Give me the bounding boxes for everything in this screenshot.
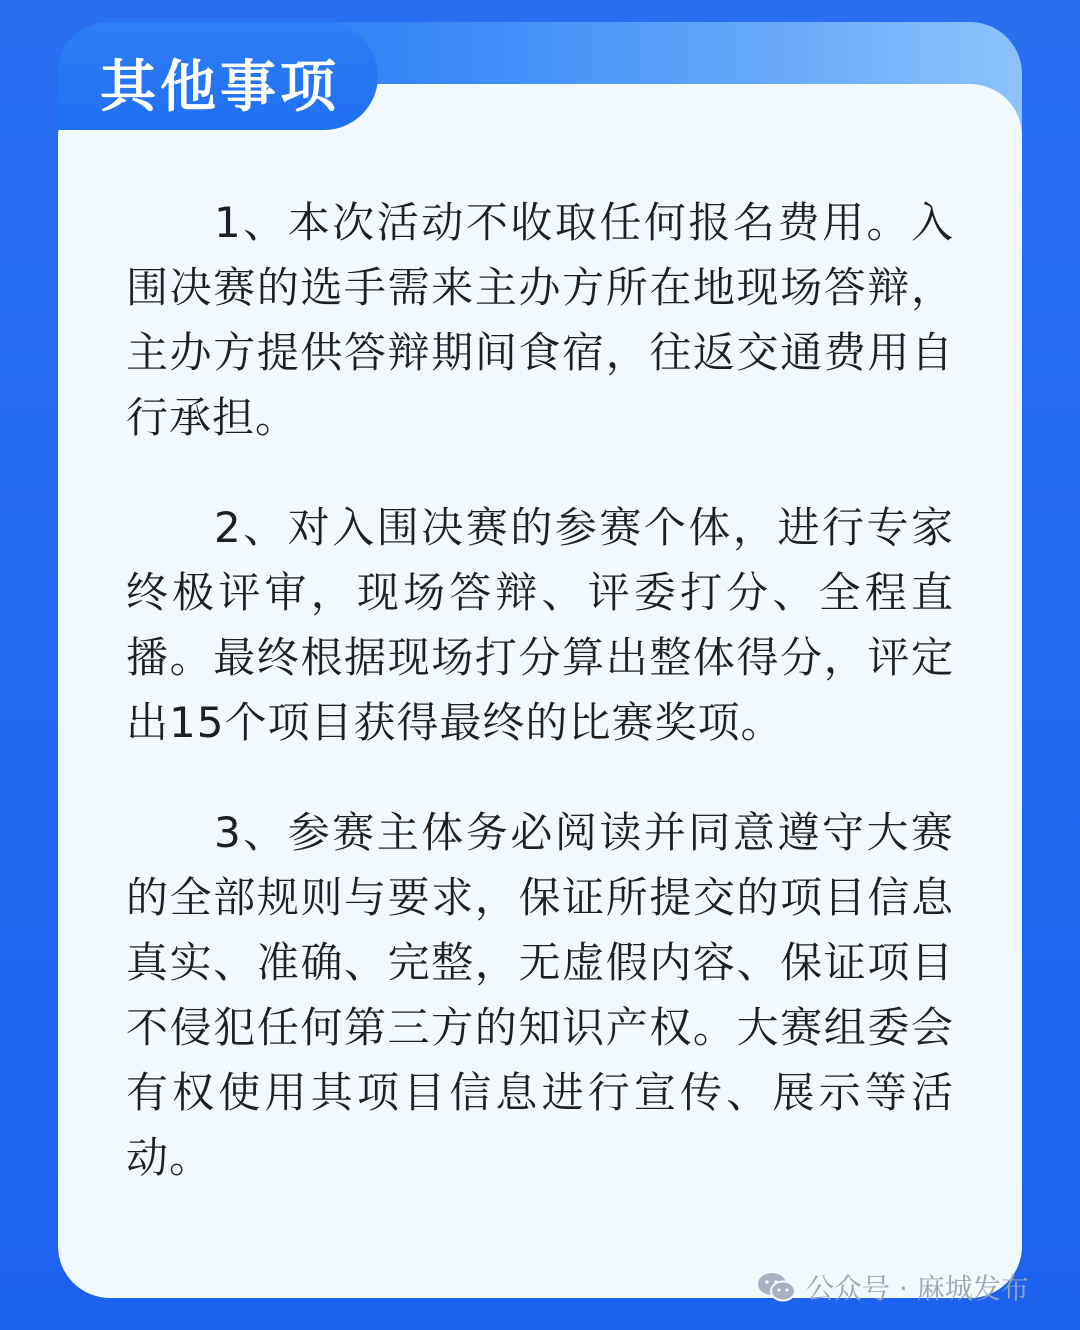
- paragraph-3: 3、参赛主体务必阅读并同意遵守大赛的全部规则与要求，保证所提交的项目信息真实、准确、完整，无虚假内容、保证项目不侵犯任何第三方的知识产权。大赛组委会有权使用其项目信息进行宣传、展示等活动。: [126, 808, 954, 1182]
- paragraph-2: 2、对入围决赛的参赛个体，进行专家终极评审，现场答辩、评委打分、全程直播。最终根据现场打分算出整体得分，评定出15个项目获得最终的比赛奖项。: [126, 503, 954, 747]
- wechat-icon: [756, 1270, 798, 1304]
- watermark: [756, 1268, 1029, 1306]
- section-title: 其他事项: [100, 55, 340, 120]
- paragraph-1: 1、本次活动不收取任何报名费用。入围决赛的选手需来主办方所在地现场答辩，主办方提供答辩期间食宿，往返交通费用自行承担。: [126, 198, 954, 442]
- watermark-text: 公众号 · 麻城发布: [806, 1272, 1029, 1305]
- content-body: [126, 190, 954, 1235]
